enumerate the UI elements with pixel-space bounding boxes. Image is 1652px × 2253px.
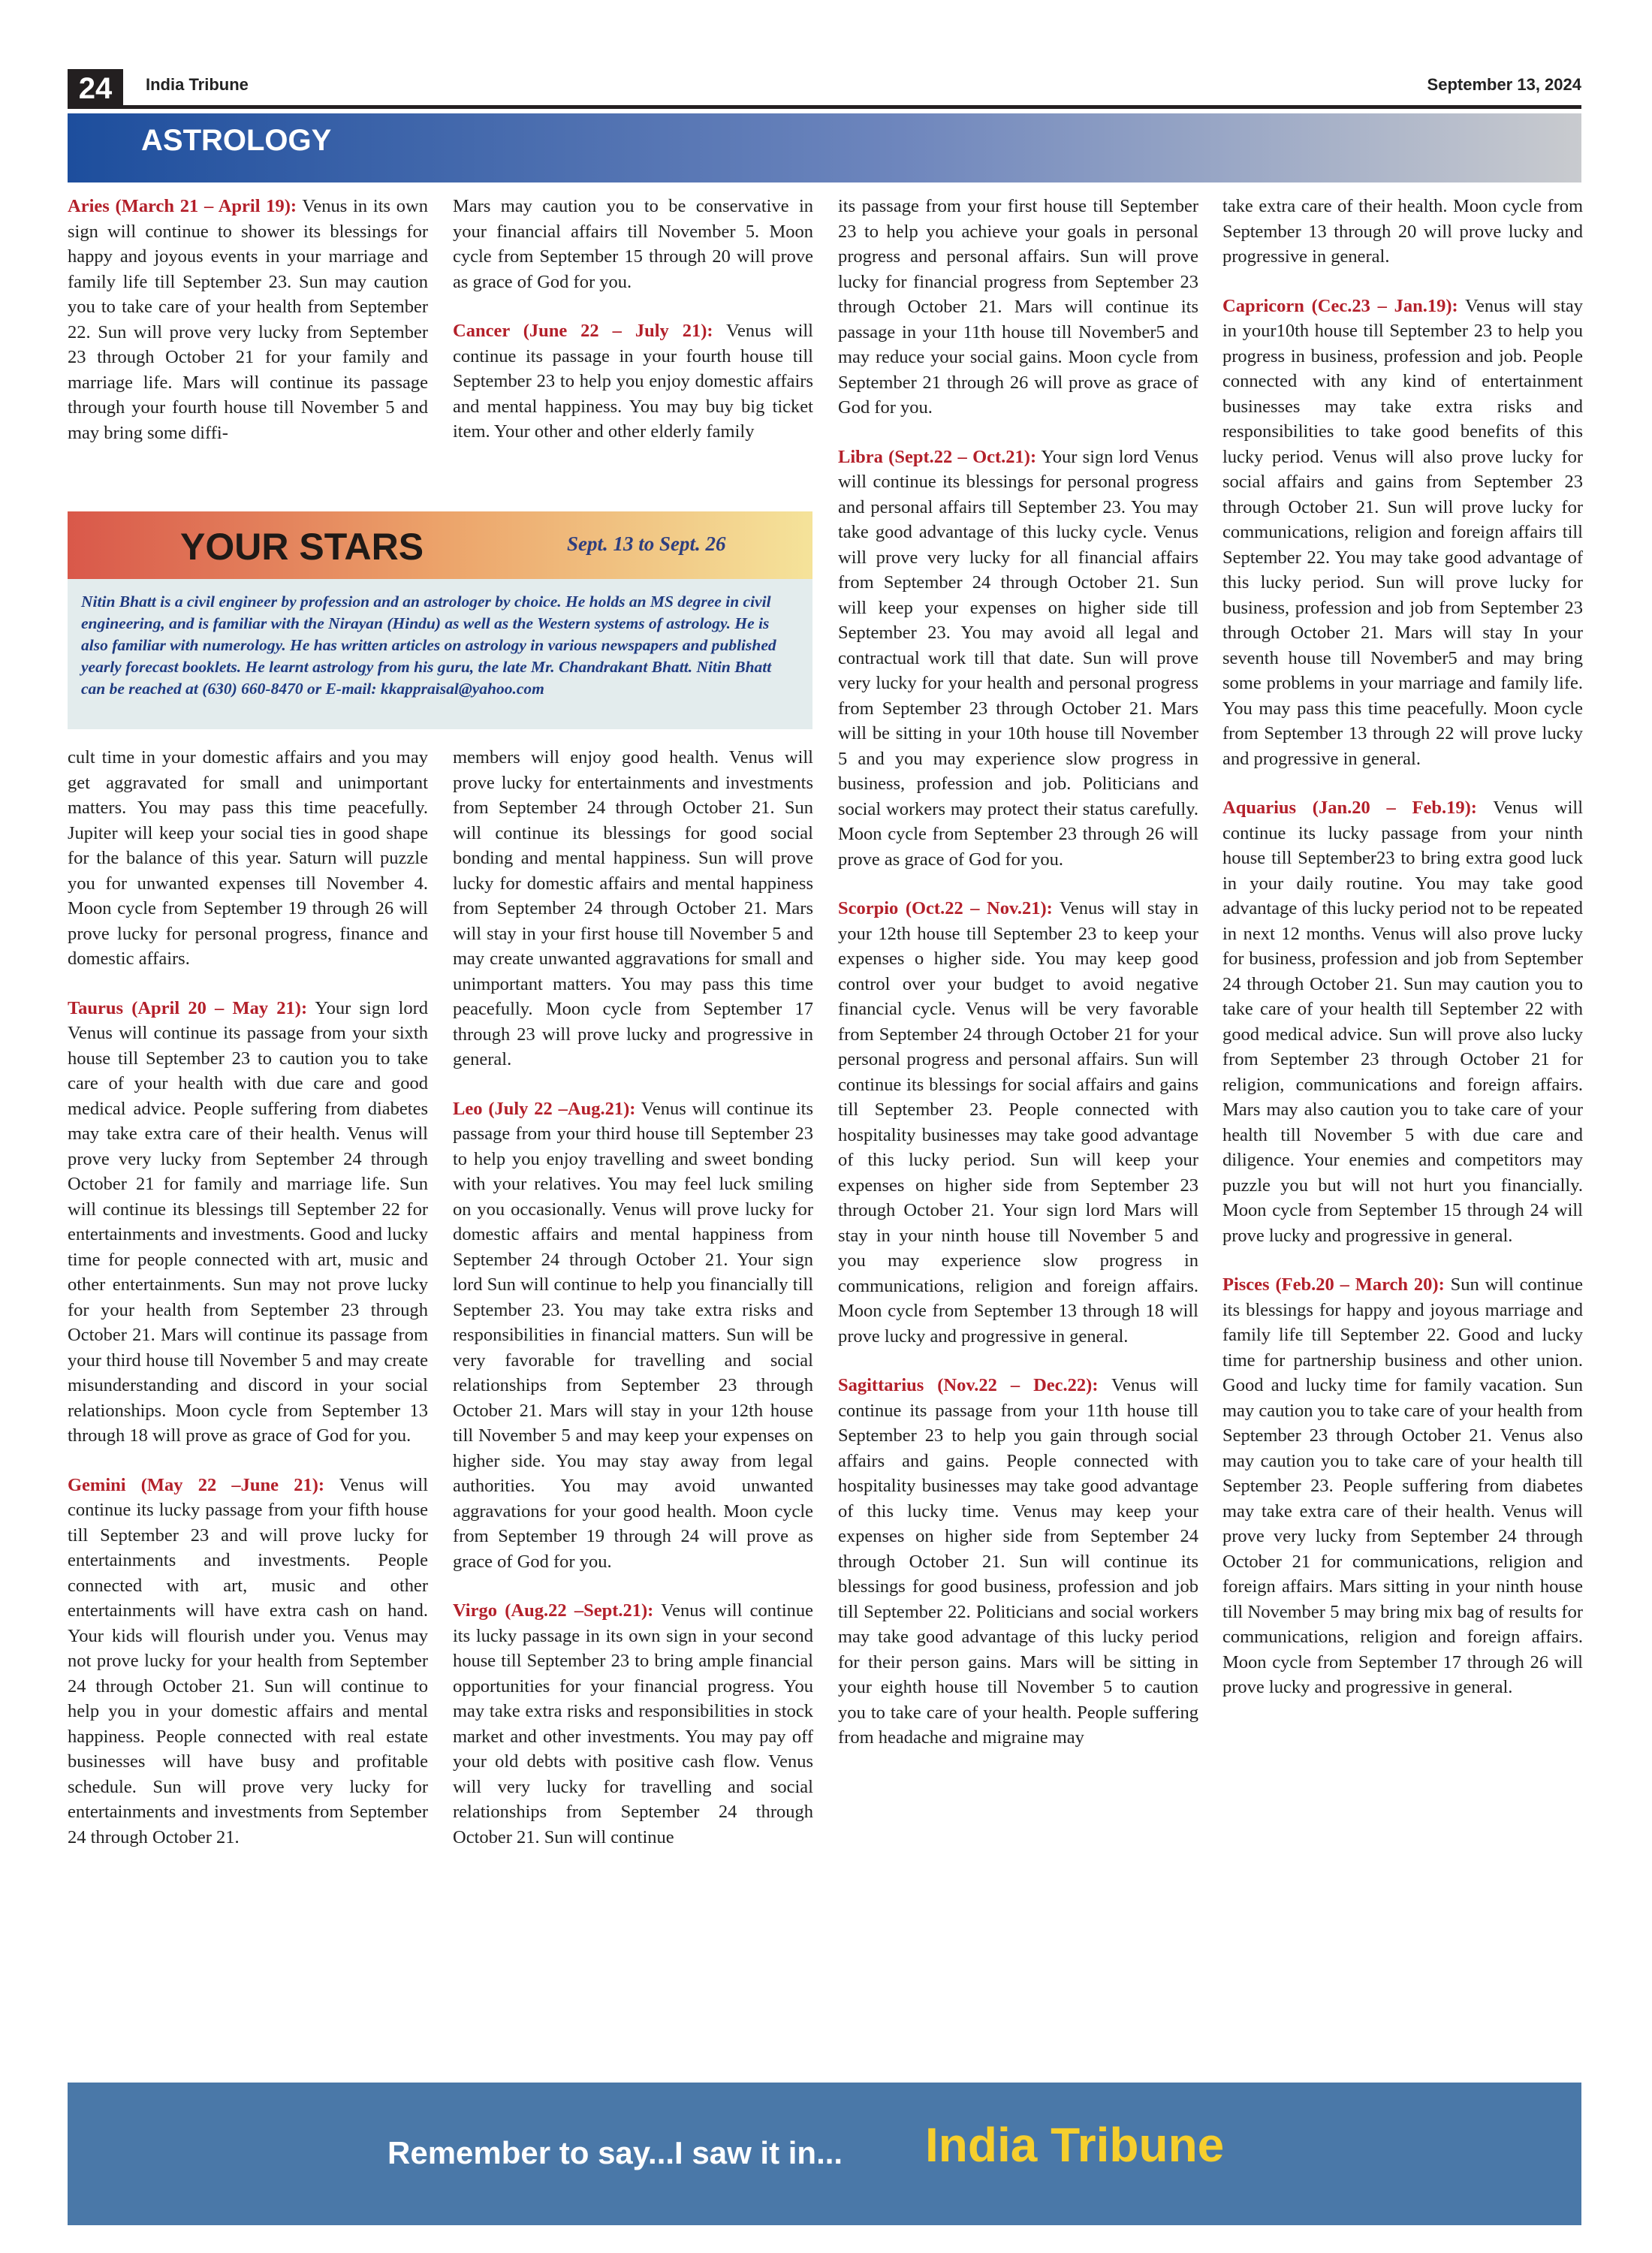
sign-heading-pisces: Pisces (Feb.20 – March 20): [1222,1274,1445,1295]
column-2-bottom [453,745,813,1874]
publication-name: India Tribune [146,75,249,94]
page-number: 24 [68,69,123,108]
horoscope-continuation: members will enjoy good health. Venus will prove lucky for entertainments and investments from September 24 through October 21. Sun will continue its blessings for good social bonding and mental happiness. Sun will prove lucky for domestic affairs and mental happiness from September 24 through October 21. Mars will stay in your first house till November 5 and may create unwanted aggravations for small and unimportant matters. You may pass this time peacefully. Moon cycle from September 17 through 23 will prove lucky and progressive in general. [453,747,813,1069]
sign-heading-virgo: Virgo (Aug.22 –Sept.21): [453,1600,654,1621]
horoscope-text: Venus will continue its lucky passage in its own sign in your second house till September 23 to bring ample financial opportunities for your financial progress. You may take extra risks and responsibilities in stock market and other investments. You may pay off your old debts with positive cash flow. Venus will very lucky for travelling and social relationships from September 24 through October 21. Sun will continue [453,1600,814,1847]
section-title: ASTROLOGY [141,124,332,157]
footer-banner [68,2083,1581,2225]
publication-date: September 13, 2024 [1427,75,1581,94]
horoscope-sagittarius [838,1373,1198,1751]
author-bio: Nitin Bhatt is a civil engineer by profession and an astrologer by choice. He holds an MS degree in civil engineering, and is familiar with the Nirayan (Hindu) as well as the Western systems of astrology. He is also familiar with numerology. He has written articles on astrology in various newspapers and published yearly forecast booklets. He learnt astrology from his guru, the late Mr. Chandrakant Bhatt. Nitin Bhatt can be reached at (630) 660-8470 or E-mail: kkappraisal@yahoo.com [81,593,776,698]
sign-heading-scorpio: Scorpio (Oct.22 – Nov.21): [838,898,1053,918]
sign-heading-gemini: Gemini (May 22 –June 21): [68,1474,325,1495]
horoscope-text: Venus in its own sign will continue to shower its blessings for happy and joyous events in your marriage and family life till September 23. Sun may caution you to take care of your health from September 22. Sun will prove very lucky from September 23 through October 21 for your family and marriage life. Mars will continue its passage through your fourth house till November 5 and may bring some diffi- [68,196,428,443]
horoscope-cancer [453,318,813,445]
footer-tagline: Remember to say...I saw it in... [387,2135,843,2170]
horoscope-libra [838,445,1198,873]
sign-heading-capricorn: Capricorn (Cec.23 – Jan.19): [1222,295,1458,316]
horoscope-aries [68,194,428,445]
horoscope-text: Venus will continue its passage from your third house till September 23 to help you enjoy travelling and sweet bonding with your relatives. You may feel luck smiling on you occasionally. Venus will prove lucky for domestic affairs and mental happiness from September 24 through October 21. Your sign lord Sun will continue to help you financially till September 23. You may take extra risks and responsibilities in financial matters. Sun will be very favorable for travelling and social relationships from September 23 through October 21. Mars will stay in your 12th house till November 5 and may keep your expenses on higher side. You may stay away from legal authorities. You may avoid unwanted aggravations for your good health. Moon cycle from September 19 through 24 will prove as grace of God for you. [453,1098,813,1572]
horoscope-continuation: Mars may caution you to be conservative in your financial affairs till November 5. Moon cycle from September 15 through 20 will prove as grace of God for you. [453,196,813,292]
horoscope-text: Venus will continue its passage in your fourth house till September 23 to help you enjoy domestic affairs and mental happiness. You may buy big ticket item. Your other and other elderly family [453,321,813,442]
horoscope-text: Venus will continue its lucky passage from your ninth house till September23 to bring extra good luck in your daily routine. You may take good advantage of this lucky period not to be repeated in next 12 months. Venus will also prove lucky for business, profession and job from September 24 through October 21. Sun may caution you to take care of your health till September 22 with good medical advice. Sun will prove also lucky from September 23 through October 21 for religion, communications and foreign affairs. Mars may also caution you to take care of your health till November 5 with due care and diligence. Your enemies and competitors may puzzle you but will not hurt you financially. Moon cycle from September 15 through 24 will prove lucky and progressive in general. [1222,798,1583,1246]
column-4 [1222,194,1583,1724]
page-header [68,69,1581,108]
sign-heading-cancer: Cancer (June 22 – July 21): [453,321,713,341]
your-stars-banner [68,511,812,579]
sign-heading-aquarius: Aquarius (Jan.20 – Feb.19): [1222,798,1477,818]
sign-heading-libra: Libra (Sept.22 – Oct.21): [838,446,1037,467]
horoscope-capricorn [1222,294,1583,772]
horoscope-text: Your sign lord Venus will continue its passage from your sixth house till September 23 to caution you to take care of your health with due care and good medical advice. People suffering from diabetes may take extra care of their health. Venus will prove very lucky from September 24 through October 21 for family and marriage life. Sun will continue its blessings till September 22 for entertainments and investments. Good and lucky time for people connected with art, music and other entertainments. Sun may not prove lucky for your health from September 23 through October 21. Mars will continue its passage from your third house till November 5 and may create misunderstanding and discord in your social relationships. Moon cycle from September 13 through 18 will prove as grace of God for you. [68,997,428,1446]
footer-brand-logo: India Tribune [925,2118,1225,2172]
horoscope-gemini [68,1473,428,1850]
horoscope-virgo [453,1598,813,1850]
horoscope-text: Venus will continue its lucky passage from your fifth house till September 23 and will prove lucky for entertainments and investments. People connected with art, music and other entertainments will have extra cash on hand. Your kids will flourish under you. Venus may not prove lucky for your health from September 24 through October 21. Sun will continue to help you in your domestic affairs and mental happiness. People connected with real estate businesses will have busy and profitable schedule. Sun will prove very lucky for entertainments and investments from September 24 through October 21. [68,1474,428,1847]
horoscope-text: Venus will stay in your10th house till September 23 to help you progress in business, profession and job. People connected with any kind of entertainment businesses may take extra risks and responsibilities to take good benefits of this lucky period. Venus will also prove lucky for social affairs and gains from September 23 through October 21. Sun will prove lucky for communications, religion and foreign affairs till September 22. You may take good advantage of this lucky period. Sun will prove lucky for business, profession and job from September 23 through October 21. Mars will stay In your seventh house till November5 and may bring some problems in your marriage and family life. You may pass this time peacefully. Moon cycle from September 13 through 22 will prove lucky and progressive in general. [1222,295,1583,769]
horoscope-taurus [68,996,428,1449]
horoscope-text: Your sign lord Venus will continue its blessings for personal progress and personal affairs till September 23. You may take good advantage of this lucky cycle. Venus will prove very lucky for all financial affairs from September 24 through October 21. Sun will keep your expenses on higher side till September 23. You may avoid all legal and contractual work till that date. Sun will prove very lucky for your health and personal progress from September 23 through October 21. Mars will be sitting in your 10th house till November 5 and you may experience slow progress in business, profession and job. Politicians and social workers may protect their status carefully. Moon cycle from September 23 through 26 will prove as grace of God for you. [838,446,1198,870]
sign-heading-taurus: Taurus (April 20 – May 21): [68,997,308,1018]
horoscope-scorpio [838,896,1198,1349]
your-stars-dates: Sept. 13 to Sept. 26 [567,532,726,555]
column-1-bottom [68,745,428,1874]
your-stars-title: YOUR STARS [180,526,424,568]
column-3 [838,194,1198,1775]
horoscope-continuation: its passage from your first house till September 23 to help you achieve your goals in personal progress and personal affairs. Sun will prove lucky for financial progress from September 23 through October 21. Mars will continue its passage in your 11th house till November5 and may reduce your social gains. Moon cycle from September 21 through 26 will prove as grace of God for you. [838,196,1198,418]
horoscope-text: Venus will continue its passage from your 11th house till September 23 to help you gain through social affairs and gains. People connected with hospitality businesses may take good advantage of this lucky time. Venus may keep your expenses on higher side from September 24 through October 21. Sun will continue its blessings for good business, profession and job till September 22. Politicians and social workers may take good advantage of this lucky period for their person gains. Mars will be sitting in your eighth house till November 5 to caution you to take care of your health. People suffering from headache and migraine may [838,1375,1198,1748]
column-2-top [453,194,813,469]
header-divider [68,105,1581,109]
horoscope-text: Venus will stay in your 12th house till September 23 to keep your expenses o higher side. You may keep good control over your budget to avoid negative financial cycle. Venus will be very favorable from September 24 through October 21 for your personal progress and personal affairs. Sun will continue its blessings for social affairs and gains till September 23. People connected with hospitality businesses may take good advantage of this lucky period. Sun will keep your expenses on higher side from September 23 through October 21. Your sign lord Mars will stay in your ninth house till November 5 and you may experience slow progress in communications, religion and foreign affairs. Moon cycle from September 13 through 18 will prove lucky and progressive in general. [838,898,1198,1347]
sign-heading-leo: Leo (July 22 –Aug.21): [453,1098,636,1119]
horoscope-aquarius [1222,795,1583,1248]
horoscope-continuation: cult time in your domestic affairs and you may get aggravated for small and unimportant matters. You may pass this time peacefully. Jupiter will keep your social ties in good shape for the balance of this year. Saturn will puzzle you for unwanted expenses till November 4. Moon cycle from September 19 through 26 will prove lucky for personal progress, finance and domestic affairs. [68,747,428,969]
column-1-top [68,194,428,469]
sign-heading-aries: Aries (March 21 – April 19): [68,196,297,216]
horoscope-leo [453,1096,813,1575]
section-banner [68,113,1581,182]
horoscope-text: Sun will continue its blessings for happy and joyous marriage and family life till September 22. Good and lucky time for partnership business and other union. Good and lucky time for family vacation. Sun may caution you to take care of your health from September 23 through October 21. Venus also may caution you to take care of your health till September 23. People suffering from diabetes may take extra care of their health. Venus will prove very lucky from September 24 through October 21 for communications, religion and foreign affairs. Mars sitting in your ninth house till November 5 may bring mix bag of results for communications, religion and foreign affairs. Moon cycle from September 17 through 26 will prove lucky and progressive in general. [1222,1274,1583,1697]
horoscope-continuation: take extra care of their health. Moon cycle from September 13 through 20 will prove lucky and progressive in general. [1222,196,1583,267]
horoscope-pisces [1222,1272,1583,1700]
author-bio-box [68,579,812,729]
sign-heading-sagittarius: Sagittarius (Nov.22 – Dec.22): [838,1375,1099,1395]
